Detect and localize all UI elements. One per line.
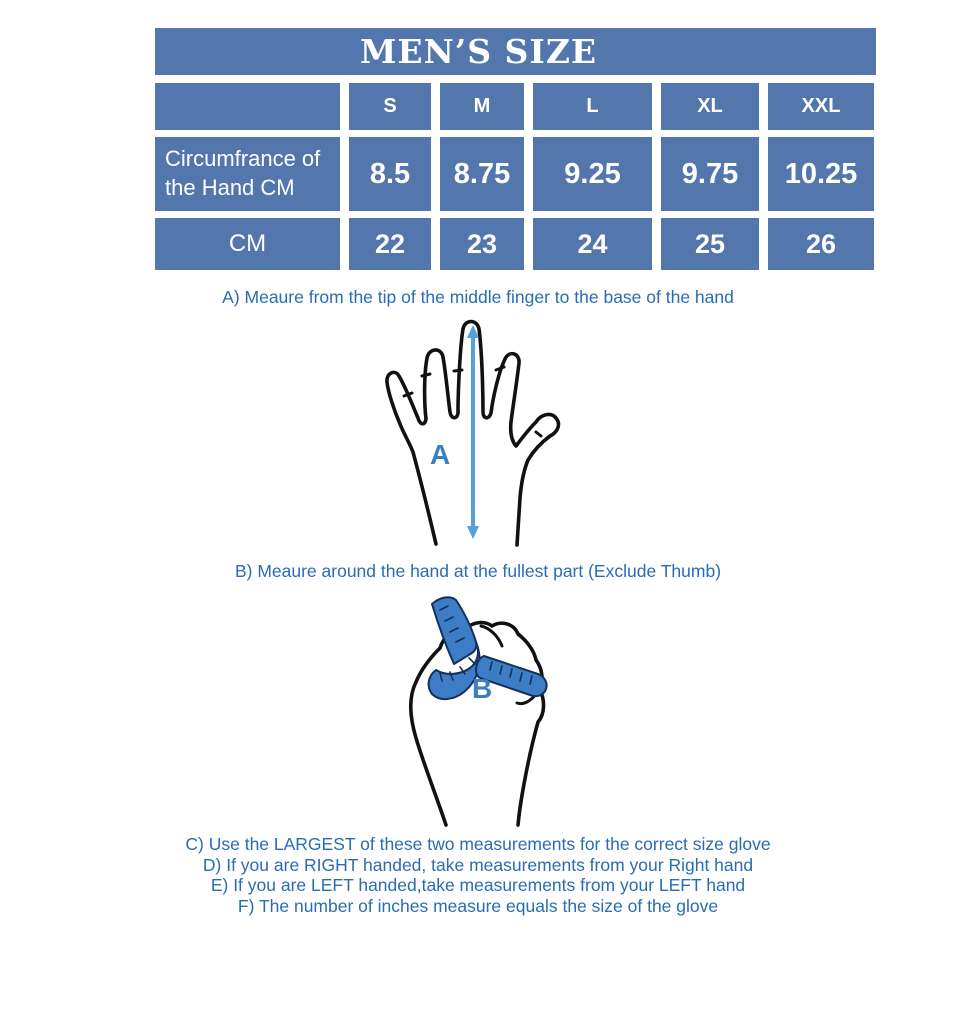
instruction-f: F) The number of inches measure equals the size of the glove: [237, 895, 719, 916]
column-header-m: M: [440, 83, 524, 130]
table-cell: 8.75: [440, 137, 524, 211]
instruction-e: E) If you are LEFT handed,take measurements from your LEFT hand: [210, 875, 746, 895]
table-cell: 26: [768, 218, 874, 270]
table-cell: 25: [661, 218, 759, 270]
table-cell: 9.25: [533, 137, 652, 211]
table-title: MEN’S SIZE: [155, 28, 876, 75]
table-cell: 8.5: [349, 137, 431, 211]
table-cell: 22: [349, 218, 431, 270]
fist-measure-circumference-illustration: [388, 590, 593, 828]
finger-crease: [454, 370, 462, 371]
row-label-circumference: Circumfrance of the Hand CM: [155, 137, 340, 211]
instruction-c: C) Use the LARGEST of these two measurements for the correct size glove: [185, 834, 771, 854]
row-label-cm: CM: [155, 218, 340, 270]
instruction-d: D) If you are RIGHT handed, take measurements from your Right hand: [202, 854, 754, 875]
size-table: [155, 83, 874, 270]
table-cell: 10.25: [768, 137, 874, 211]
instruction-a: A) Meaure from the tip of the middle finger to the base of the hand: [222, 287, 734, 307]
instruction-b: B) Meaure around the hand at the fullest part (Exclude Thumb): [234, 561, 722, 581]
label-a: A: [430, 439, 451, 470]
label-b: B: [472, 673, 493, 704]
table-cell: 9.75: [661, 137, 759, 211]
column-header-xxl: XXL: [768, 83, 874, 130]
open-hand-measure-length-illustration: [378, 314, 583, 547]
table-corner-cell: [155, 83, 340, 130]
instructions-c-f: [0, 834, 956, 916]
table-cell: 23: [440, 218, 524, 270]
column-header-s: S: [349, 83, 431, 130]
column-header-xl: XL: [661, 83, 759, 130]
column-header-l: L: [533, 83, 652, 130]
finger-crease: [422, 374, 430, 376]
table-cell: 24: [533, 218, 652, 270]
